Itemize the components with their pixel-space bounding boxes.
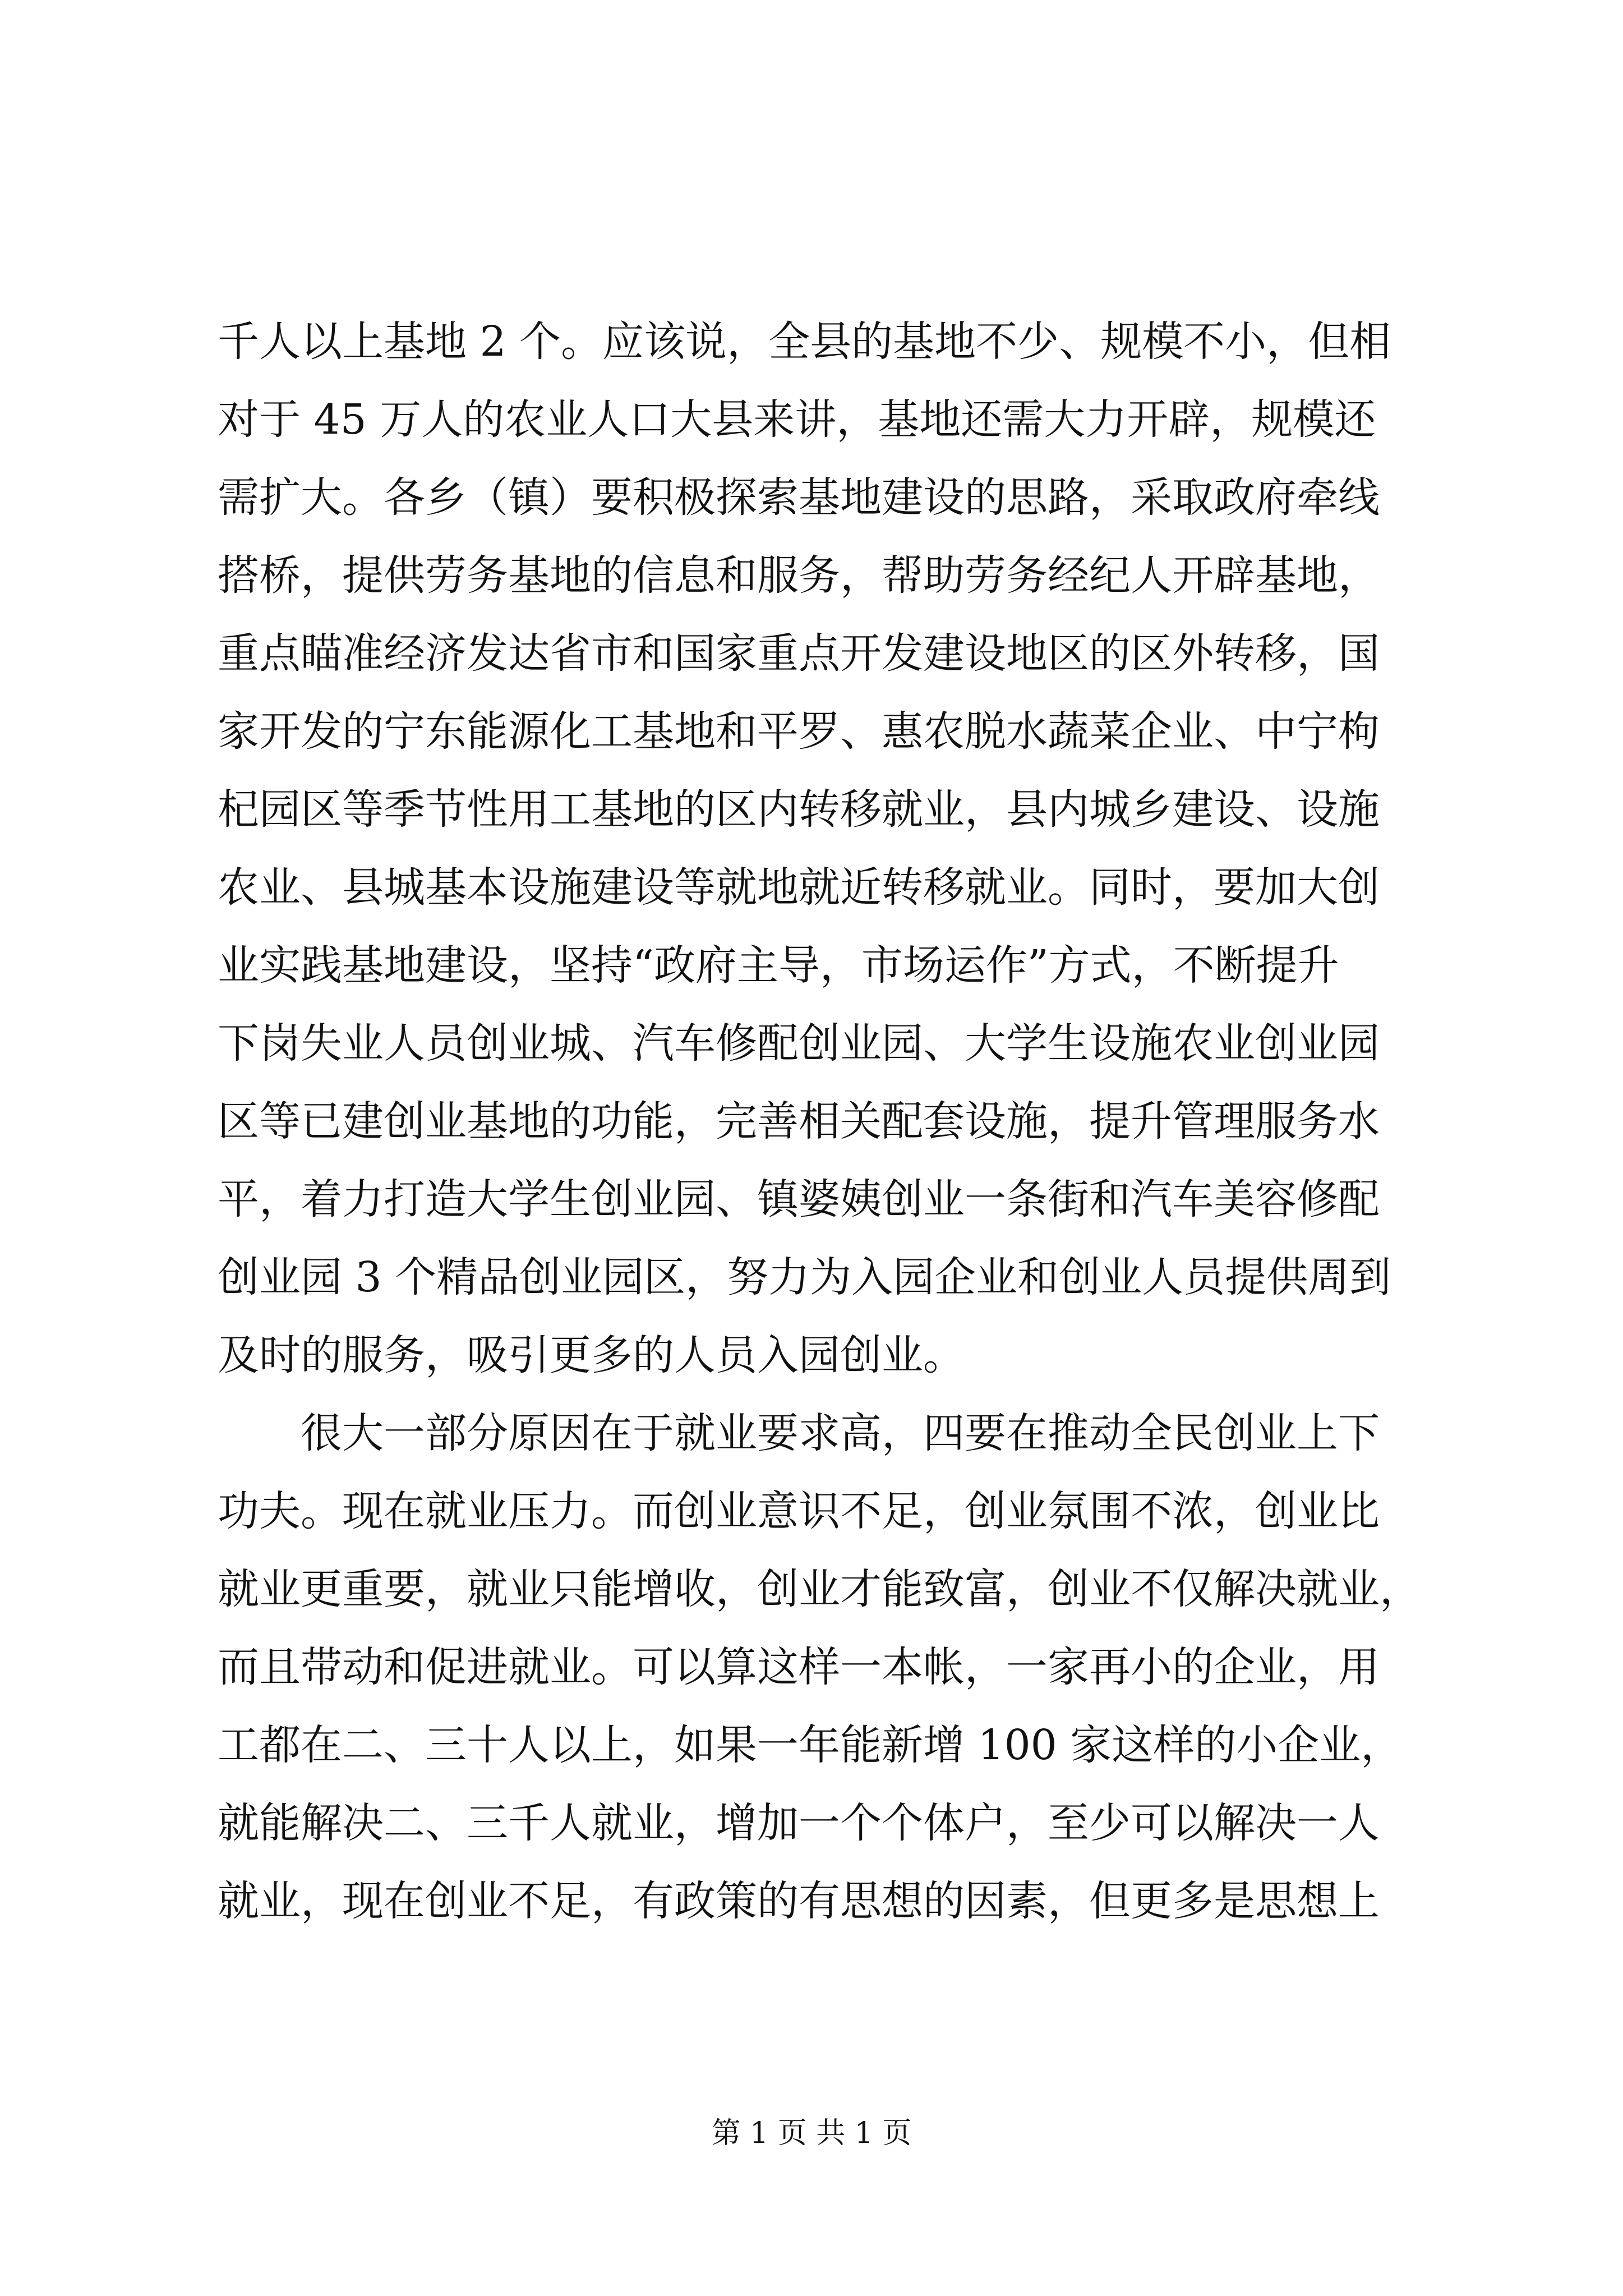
text-line: 就能解决二、三千人就业，增加一个个体户，至少可以解决一人: [218, 1799, 1380, 1847]
page-footer: 第 1 页 共 1 页: [711, 2116, 912, 2150]
text-line: 业实践基地建设，坚持“政府主导，市场运作”方式，不断提升: [218, 941, 1339, 990]
text-line: 农业、县城基本设施建设等就地就近转移就业。同时，要加大创: [218, 863, 1380, 912]
text-line: 搭桥，提供劳务基地的信息和服务，帮助劳务经纪人开辟基地，: [218, 551, 1380, 600]
text-line: 及时的服务，吸引更多的人员入园创业。: [218, 1331, 965, 1379]
text-line: 对于 45 万人的农业人口大县来讲，基地还需大力开辟，规模还: [218, 395, 1376, 444]
text-line: 创业园 3 个精品创业园区，努力为入园企业和创业人员提供周到: [218, 1253, 1391, 1301]
text-line: 重点瞄准经济发达省市和国家重点开发建设地区的区外转移，国: [218, 629, 1380, 678]
text-line: 家开发的宁东能源化工基地和平罗、惠农脱水蔬菜企业、中宁枸: [218, 707, 1380, 756]
text-line: 下岗失业人员创业城、汽车修配创业园、大学生设施农业创业园: [218, 1019, 1380, 1068]
body-text: [218, 303, 1423, 1940]
text-line: 而且带动和促进就业。可以算这样一本帐，一家再小的企业，用: [218, 1643, 1380, 1691]
text-line: 需扩大。各乡（镇）要积极探索基地建设的思路，采取政府牵线: [218, 473, 1380, 522]
text-line: 就业，现在创业不足，有政策的有思想的因素，但更多是思想上: [218, 1877, 1380, 1925]
text-line: 功夫。现在就业压力。而创业意识不足，创业氛围不浓，创业比: [218, 1487, 1380, 1535]
text-line: 平，着力打造大学生创业园、镇婆姨创业一条街和汽车美容修配: [218, 1175, 1380, 1223]
text-line: 很大一部分原因在于就业要求高，四要在推动全民创业上下: [218, 1409, 1380, 1457]
text-line: 就业更重要，就业只能增收，创业才能致富，创业不仅解决就业，: [218, 1565, 1421, 1613]
text-line: 区等已建创业基地的功能，完善相关配套设施，提升管理服务水: [218, 1097, 1380, 1145]
text-line: 杞园区等季节性用工基地的区内转移就业，县内城乡建设、设施: [218, 785, 1380, 834]
text-line: 工都在二、三十人以上，如果一年能新增 100 家这样的小企业，: [218, 1721, 1403, 1769]
text-line: 千人以上基地 2 个。应该说，全县的基地不少、规模不小，但相: [218, 318, 1391, 366]
